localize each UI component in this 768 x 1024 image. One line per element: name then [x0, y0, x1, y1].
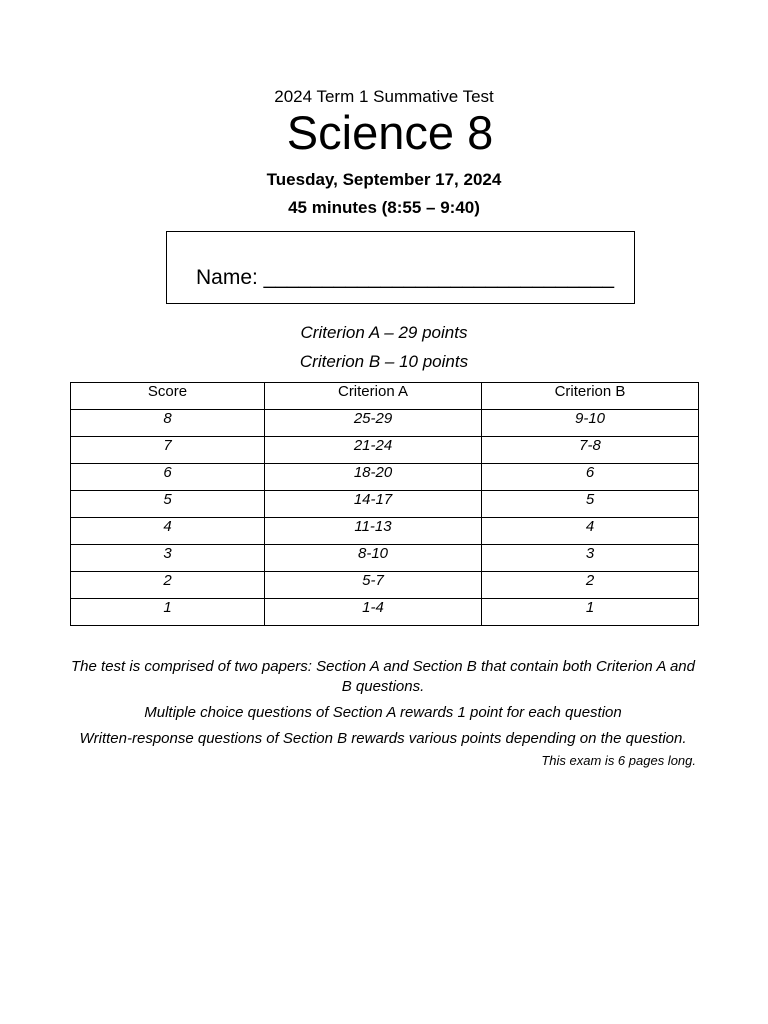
column-header-criterion-a: Criterion A	[265, 383, 482, 410]
table-row	[71, 518, 699, 545]
criterion-a-cell: 25-29	[265, 410, 482, 437]
page-title: Science 8	[286, 106, 494, 159]
criterion-b-cell: 4	[482, 518, 699, 545]
score-cell: 7	[71, 437, 265, 464]
criterion-b-cell: 6	[482, 464, 699, 491]
table-row	[71, 545, 699, 572]
column-header-criterion-b: Criterion B	[482, 383, 699, 410]
name-box[interactable]	[166, 231, 635, 304]
criterion-b-cell: 3	[482, 545, 699, 572]
score-table	[70, 382, 699, 626]
column-header-score: Score	[71, 383, 265, 410]
criterion-b-cell: 2	[482, 572, 699, 599]
table-row	[71, 410, 699, 437]
score-cell: 1	[71, 599, 265, 626]
section-b-note: Written-response questions of Section B rewards various points depending on the question.	[79, 730, 687, 747]
test-duration: 45 minutes (8:55 – 9:40)	[288, 198, 480, 217]
table-header-row	[71, 383, 699, 410]
criterion-a-cell: 1-4	[265, 599, 482, 626]
table-row	[71, 572, 699, 599]
criterion-b-points: Criterion B – 10 points	[299, 352, 469, 371]
section-a-note: Multiple choice questions of Section A rewards 1 point for each question	[144, 704, 622, 721]
test-date: Tuesday, September 17, 2024	[266, 170, 502, 189]
criterion-b-cell: 1	[482, 599, 699, 626]
score-cell: 3	[71, 545, 265, 572]
criterion-b-cell: 9-10	[482, 410, 699, 437]
score-cell: 4	[71, 518, 265, 545]
criterion-a-cell: 21-24	[265, 437, 482, 464]
criterion-b-cell: 7-8	[482, 437, 699, 464]
papers-note: The test is comprised of two papers: Section A and Section B that contain both Criterion A and B questions.	[71, 658, 695, 695]
table-row	[71, 491, 699, 518]
table-row	[71, 464, 699, 491]
table-row	[71, 599, 699, 626]
table-row	[71, 437, 699, 464]
score-cell: 2	[71, 572, 265, 599]
criterion-a-cell: 11-13	[265, 518, 482, 545]
score-cell: 6	[71, 464, 265, 491]
score-cell: 5	[71, 491, 265, 518]
criterion-b-cell: 5	[482, 491, 699, 518]
criterion-a-points: Criterion A – 29 points	[300, 323, 468, 342]
page-count-note: This exam is 6 pages long.	[541, 753, 696, 768]
criterion-a-cell: 18-20	[265, 464, 482, 491]
criterion-a-cell: 14-17	[265, 491, 482, 518]
name-field-label: Name: ______________________________	[196, 266, 615, 289]
criterion-a-cell: 8-10	[265, 545, 482, 572]
criterion-a-cell: 5-7	[265, 572, 482, 599]
score-cell: 8	[71, 410, 265, 437]
test-subtitle: 2024 Term 1 Summative Test	[274, 87, 494, 106]
